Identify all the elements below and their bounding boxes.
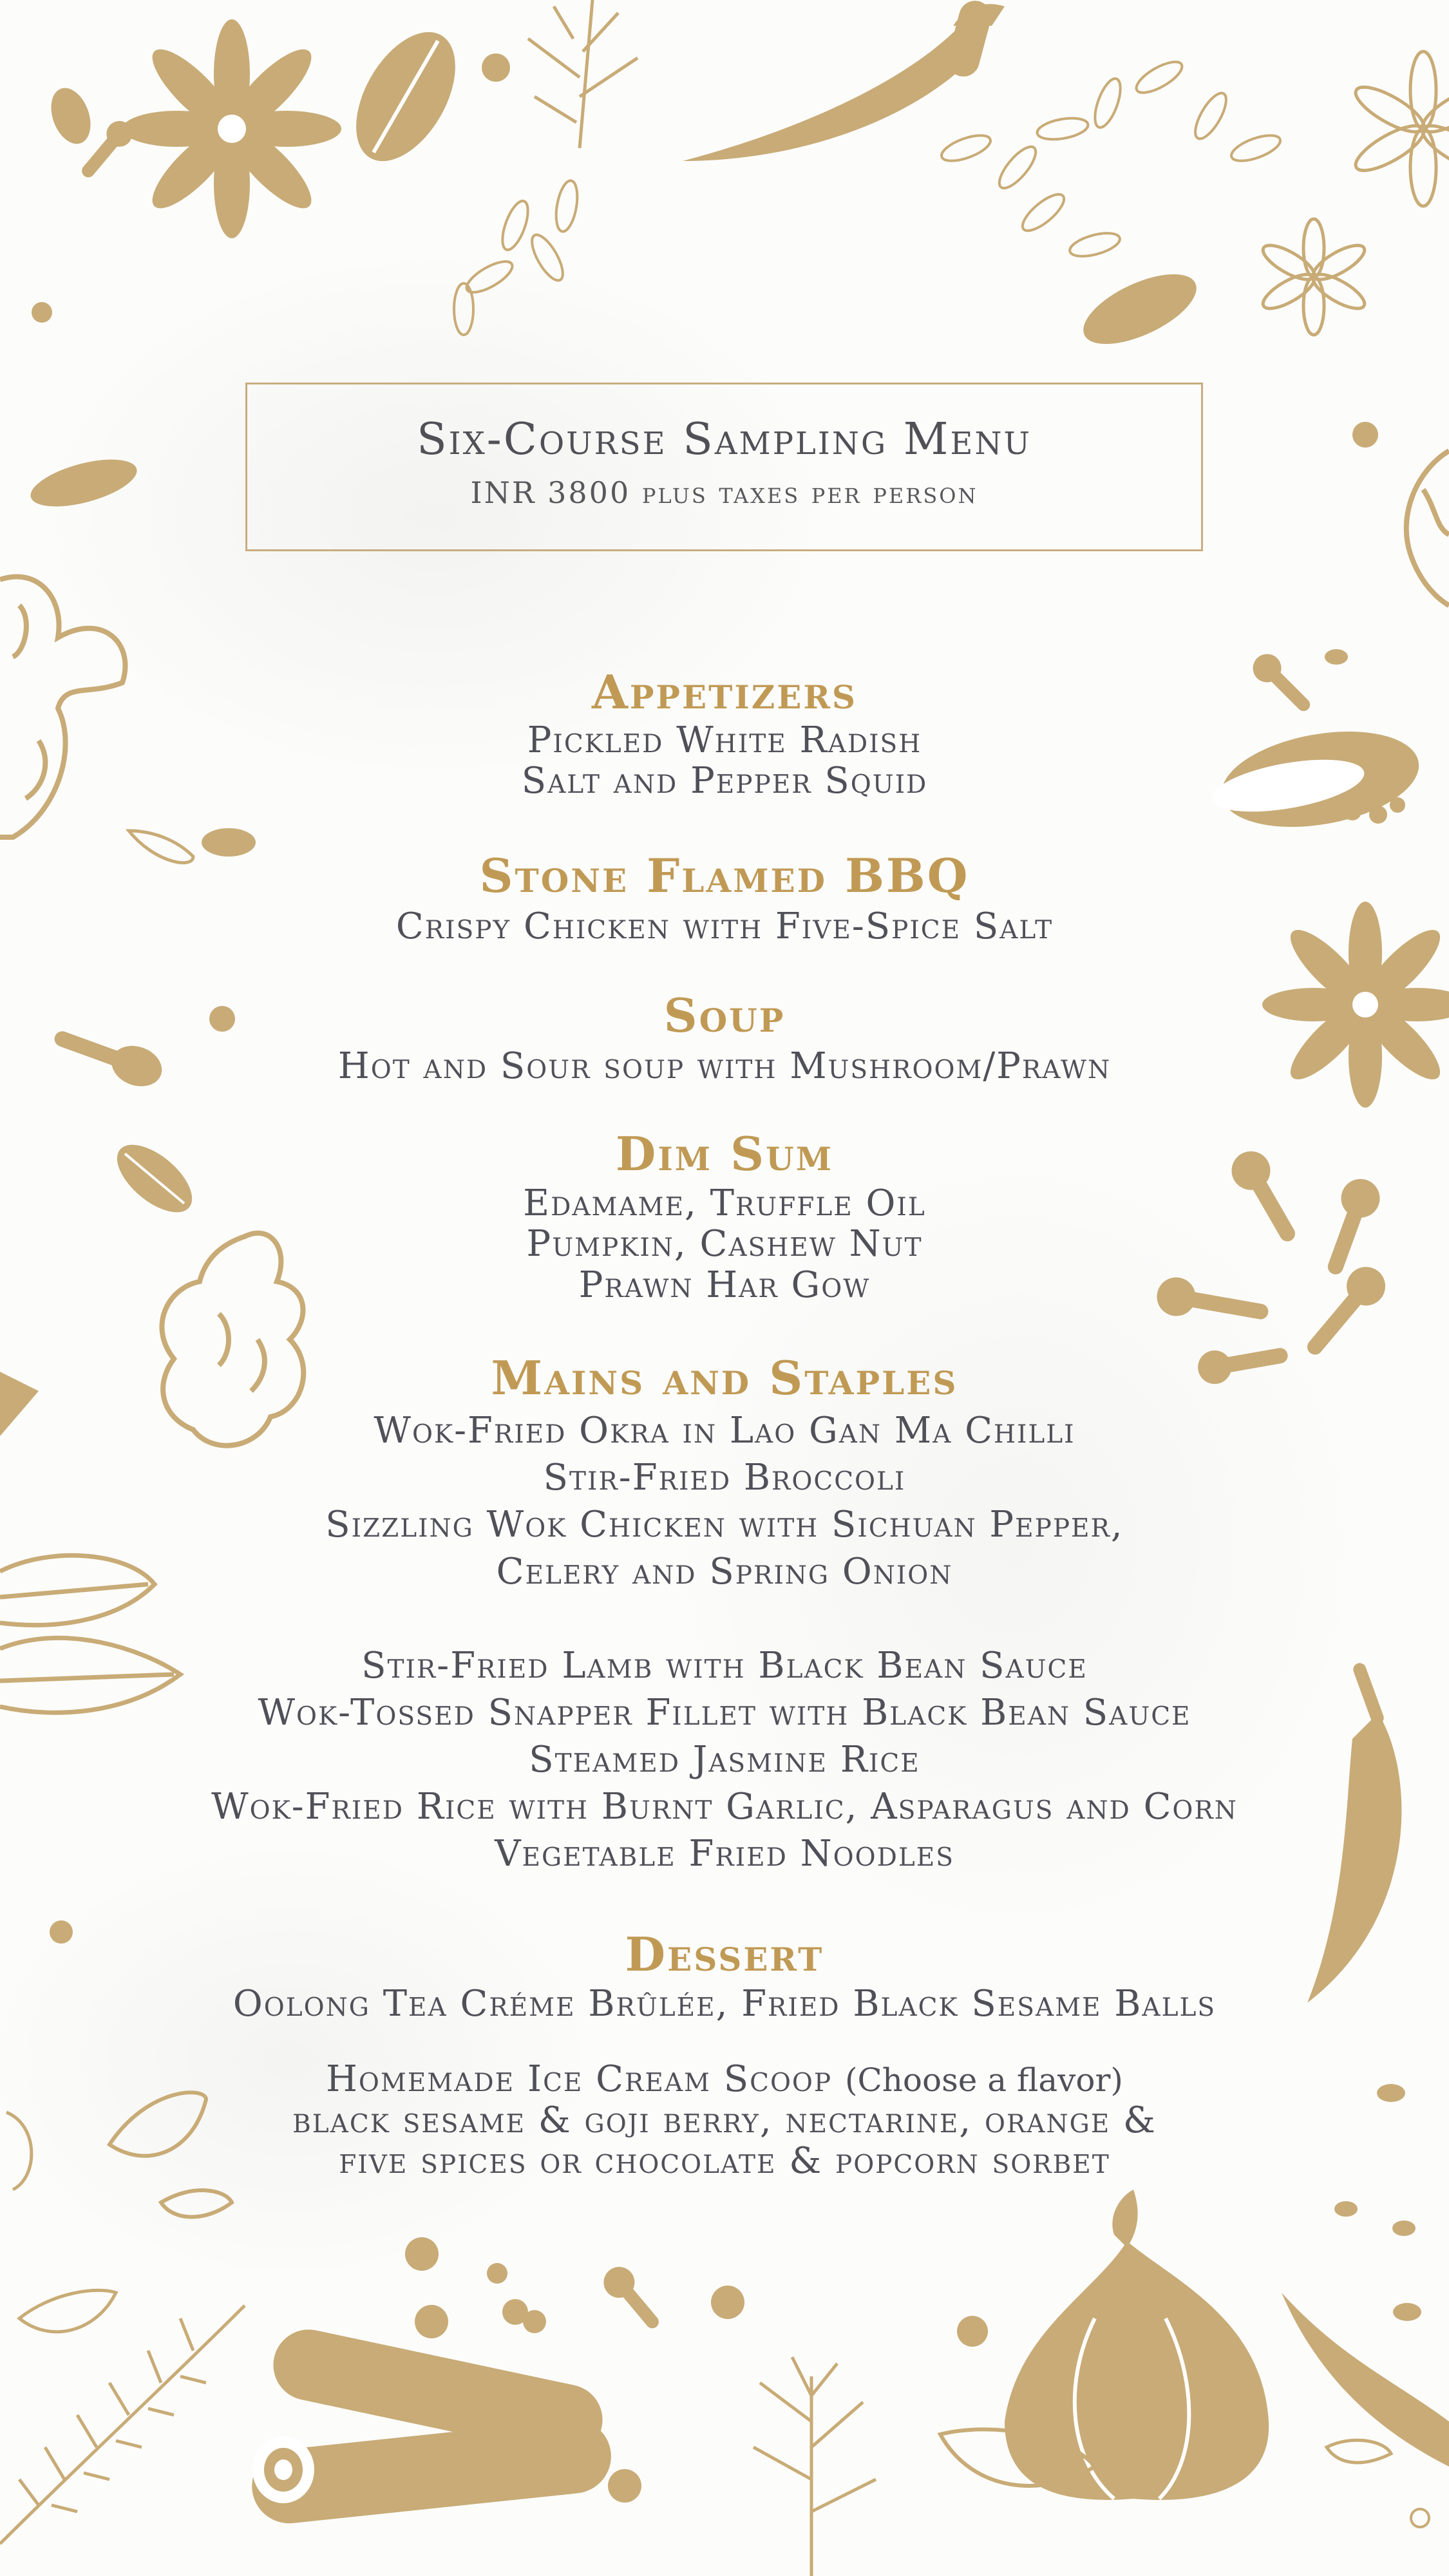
garlic-icon	[1327, 2440, 1391, 2463]
menu-item: Wok-Fried Okra in Lao Gan Ma Chilli	[374, 1410, 1075, 1452]
star-anise-icon	[1350, 52, 1449, 206]
menu-header-box	[245, 383, 1203, 551]
menu-item: Stir-Fried Lamb with Black Bean Sauce	[361, 1645, 1088, 1687]
cardamom-icon	[26, 450, 142, 516]
section-heading: Dim Sum	[615, 1126, 834, 1181]
section-mains	[0, 1352, 1449, 1877]
peppercorn-icon	[32, 302, 52, 323]
menu-item: Sizzling Wok Chicken with Sichuan Pepper,	[325, 1504, 1124, 1546]
menu-item: Hot and Sour soup with Mushroom/Prawn	[337, 1045, 1112, 1088]
section-heading: Dessert	[625, 1927, 824, 1982]
section-heading: Appetizers	[591, 665, 858, 719]
menu-item: Steamed Jasmine Rice	[529, 1739, 920, 1781]
garlic-icon	[1005, 2190, 1269, 2500]
menu-item-ice-cream	[0, 2059, 1449, 2099]
menu-item: Stir-Fried Broccoli	[543, 1457, 906, 1499]
section-bbq	[0, 850, 1449, 947]
menu-item-note: (Choose a flavor)	[844, 2061, 1123, 2099]
section-appetizers	[0, 667, 1449, 802]
menu-item: Vegetable Fried Noodles	[495, 1833, 954, 1875]
clove-icon	[598, 2260, 668, 2336]
menu-item: Pickled White Radish	[527, 719, 922, 762]
menu-item: Edamame, Truffle Oil	[523, 1182, 926, 1225]
star-anise-icon	[122, 19, 341, 238]
bay-leaf-icon	[336, 15, 475, 178]
rosemary-icon	[0, 2306, 245, 2544]
cinnamon-stick-icon	[249, 2323, 615, 2527]
menu-item: black sesame & goji berry, nectarine, orange &	[292, 2099, 1157, 2141]
menu-price: INR 3800 plus taxes per person	[470, 475, 978, 510]
menu-item: Crispy Chicken with Five-Spice Salt	[395, 905, 1054, 948]
ginger-root-icon	[1406, 451, 1449, 605]
section-heading: Mains and Staples	[491, 1350, 958, 1405]
bay-leaf-icon	[44, 82, 97, 149]
menu-item: Pumpkin, Cashew Nut	[526, 1223, 923, 1265]
cardamom-icon	[1074, 260, 1206, 359]
menu-item: five spices or chocolate & popcorn sorbet	[339, 2139, 1110, 2182]
peppercorn-icon	[482, 53, 510, 82]
section-soup	[0, 990, 1449, 1086]
dill-sprig-icon	[528, 0, 638, 148]
dill-sprig-icon	[753, 2357, 876, 2576]
menu-item: Salt and Pepper Squid	[521, 760, 928, 802]
section-heading: Soup	[663, 988, 786, 1043]
menu-item: Prawn Har Gow	[578, 1264, 871, 1306]
section-heading: Stone Flamed BBQ	[479, 848, 970, 903]
menu-item: Celery and Spring Onion	[496, 1551, 953, 1593]
menu-item: Wok-Fried Rice with Burnt Garlic, Asparagus and Corn	[211, 1786, 1238, 1828]
chili-pepper-icon	[683, 0, 1005, 161]
star-anise-icon	[1258, 219, 1369, 335]
menu-item-name: Homemade Ice Cream Scoop	[326, 2058, 833, 2101]
menu-item: Wok-Tossed Snapper Fillet with Black Bean Sauce	[258, 1692, 1191, 1734]
section-dessert	[0, 1929, 1449, 2181]
menu-item: Oolong Tea Créme Brûlée, Fried Black Sesame Balls	[232, 1983, 1217, 2025]
menu-title: Six-Course Sampling Menu	[417, 414, 1032, 465]
section-dimsum	[0, 1128, 1449, 1305]
